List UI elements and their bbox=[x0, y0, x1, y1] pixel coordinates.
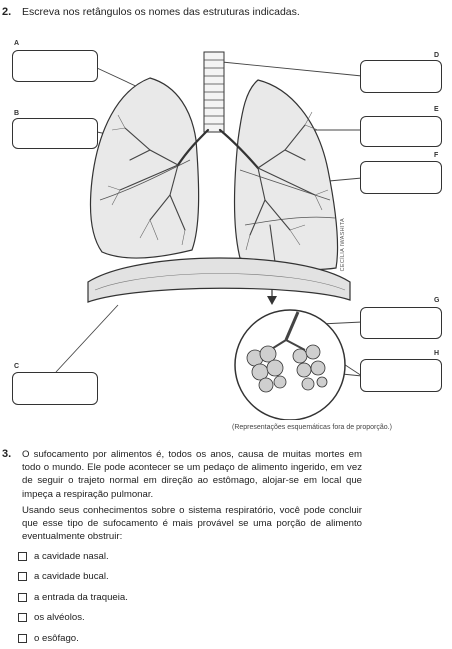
illustration-credit: CECÍLIA IWASHITA bbox=[340, 218, 346, 272]
label-letter-b: B bbox=[14, 110, 20, 117]
option-row[interactable] bbox=[18, 567, 128, 588]
option-row[interactable] bbox=[18, 546, 128, 567]
answer-box-e[interactable] bbox=[360, 116, 442, 147]
option-checkbox[interactable] bbox=[18, 572, 27, 581]
option-checkbox[interactable] bbox=[18, 593, 27, 602]
label-letter-f: F bbox=[434, 152, 439, 159]
question-3-number: 3. bbox=[2, 448, 12, 460]
question-3-options bbox=[18, 546, 128, 649]
answer-box-c[interactable] bbox=[12, 372, 98, 405]
answer-box-h[interactable] bbox=[360, 359, 442, 392]
option-checkbox[interactable] bbox=[18, 613, 27, 622]
label-letter-c: C bbox=[14, 363, 20, 370]
option-row[interactable] bbox=[18, 587, 128, 608]
answer-box-d[interactable] bbox=[360, 60, 442, 93]
label-letter-a: A bbox=[14, 40, 20, 47]
answer-box-b[interactable] bbox=[12, 118, 98, 149]
label-letter-e: E bbox=[434, 106, 439, 113]
question-2-number: 2. bbox=[2, 6, 12, 18]
option-label: o esôfago. bbox=[34, 632, 79, 644]
question-2-prompt: Escreva nos retângulos os nomes das estruturas indicadas. bbox=[22, 6, 300, 18]
option-label: os alvéolos. bbox=[34, 612, 85, 624]
figure-caption: (Representações esquemáticas fora de proporção.) bbox=[232, 424, 392, 431]
question-3-prompt: Usando seus conhecimentos sobre o sistema respiratório, você pode concluir que esse tipo de sufocamento é mais provável se uma porção de alimento eventualmente obstruir: bbox=[22, 505, 362, 543]
option-row[interactable] bbox=[18, 608, 128, 629]
option-checkbox[interactable] bbox=[18, 552, 27, 561]
label-letter-g: G bbox=[434, 297, 440, 304]
option-label: a cavidade bucal. bbox=[34, 571, 109, 583]
answer-box-g[interactable] bbox=[360, 307, 442, 339]
answer-box-a[interactable] bbox=[12, 50, 98, 82]
option-label: a cavidade nasal. bbox=[34, 550, 109, 562]
question-3-intro: O sufocamento por alimentos é, todos os anos, causa de muitas mortes em todo o mundo. Ele pode acontecer se um pedaço de alimento ingerido, em vez de seguir o trajeto normal em direção ao estômago, alojar-se em local que impeça a respiração pulmonar. bbox=[22, 449, 362, 500]
label-letter-d: D bbox=[434, 52, 440, 59]
option-label: a entrada da traqueia. bbox=[34, 591, 128, 603]
option-row[interactable] bbox=[18, 628, 128, 649]
option-checkbox[interactable] bbox=[18, 634, 27, 643]
label-letter-h: H bbox=[434, 350, 440, 357]
answer-box-f[interactable] bbox=[360, 161, 442, 194]
